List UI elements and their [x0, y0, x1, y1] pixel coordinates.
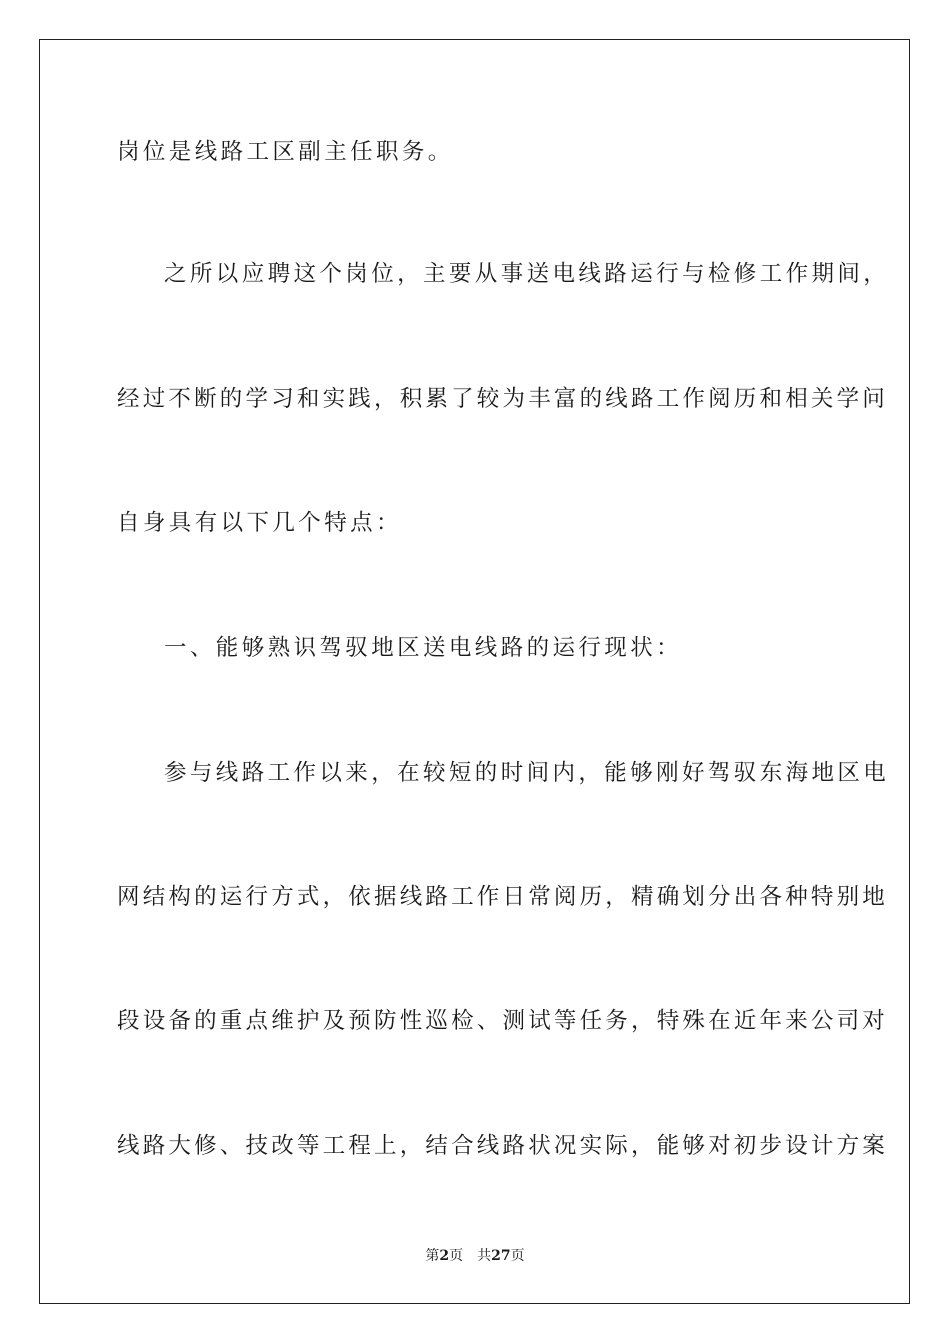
text-line-4: 自身具有以下几个特点： — [117, 510, 402, 536]
page-frame — [39, 39, 910, 1304]
total-prefix: 共 — [477, 1248, 492, 1264]
text-line-7: 网结构的运行方式，依据线路工作日常阅历，精确划分出各种特别地 — [117, 884, 889, 910]
text-line-2: 之所以应聘这个岗位，主要从事送电线路运行与检修工作期间， — [164, 261, 890, 287]
text-line-9: 线路大修、技改等工程上，结合线路状况实际，能够对初步设计方案 — [117, 1133, 889, 1159]
page-suffix: 页 — [449, 1248, 464, 1264]
text-line-6: 参与线路工作以来，在较短的时间内，能够刚好驾驭东海地区电 — [164, 760, 890, 786]
total-pages: 27 — [491, 1248, 511, 1264]
total-suffix: 页 — [510, 1248, 525, 1264]
text-line-5: 一、能够熟识驾驭地区送电线路的运行现状： — [164, 635, 683, 661]
text-line-8: 段设备的重点维护及预防性巡检、测试等任务，特殊在近年来公司对 — [117, 1008, 889, 1034]
page-prefix: 第 — [425, 1248, 440, 1264]
text-line-1: 岗位是线路工区副主任职务。 — [117, 139, 454, 165]
page-footer — [0, 1245, 950, 1265]
page-number: 2 — [439, 1248, 450, 1264]
text-line-3: 经过不断的学习和实践，积累了较为丰富的线路工作阅历和相关学问 — [117, 386, 889, 412]
